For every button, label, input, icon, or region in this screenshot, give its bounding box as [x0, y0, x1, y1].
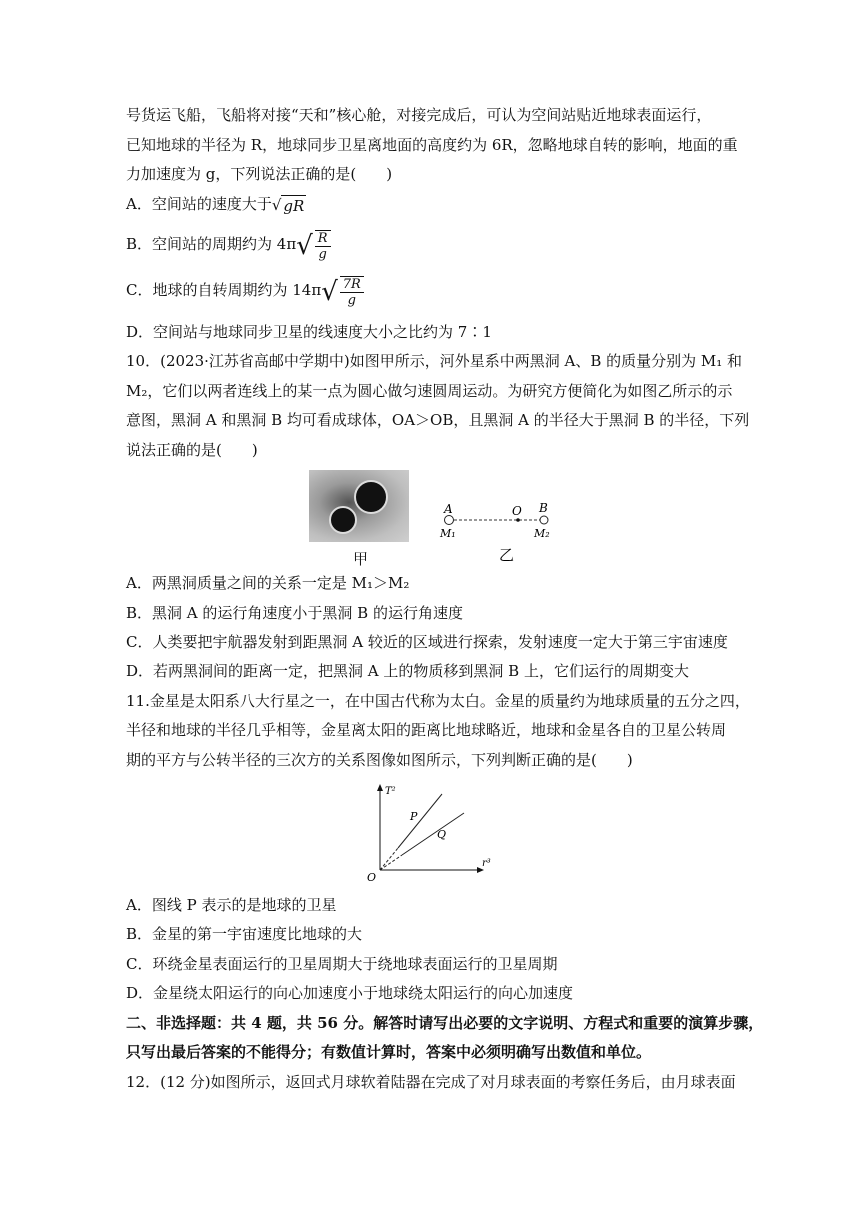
label-m1: M₁ — [440, 527, 456, 540]
q10-option-d: D．若两黑洞间的距离一定，把黑洞 A 上的物质移到黑洞 B 上，它们运行的周期变大 — [126, 662, 689, 680]
label-o: O — [512, 504, 522, 518]
line-q-label: Q — [437, 828, 447, 841]
q10-option-a: A．两黑洞质量之间的关系一定是 M₁＞M₂ — [126, 574, 410, 592]
fraction-numerator: 7R — [342, 276, 361, 292]
q10-stem-line-4: 说法正确的是( ) — [126, 441, 258, 459]
q10-stem-line-1: 10．(2023·江苏省高邮中学期中)如图甲所示，河外星系中两黑洞 A、B 的质量分别为 M₁ 和 — [126, 352, 743, 370]
q11-option-a: A．图线 P 表示的是地球的卫星 — [126, 896, 337, 914]
q9-option-d: D．空间站与地球同步卫星的线速度大小之比约为 7∶1 — [126, 323, 492, 341]
black-hole-b-image — [329, 506, 357, 534]
section-heading-line-1: 二、非选择题：共 4 题，共 56 分。解答时请写出必要的文字说明、方程式和重要的演算步骤， — [126, 1014, 764, 1032]
q9-stem-line-2: 已知地球的半径为 R，地球同步卫星离地面的高度约为 6R，忽略地球自转的影响，地面的重 — [126, 136, 738, 154]
fraction-denominator: g — [318, 246, 327, 262]
center-point-o — [516, 518, 520, 522]
y-axis-arrow-icon — [377, 784, 383, 791]
q11-option-b: B．金星的第一宇宙速度比地球的大 — [126, 925, 363, 943]
radicand: gR — [283, 196, 305, 215]
fraction-denominator: g — [347, 292, 356, 308]
fraction-numerator: R — [317, 230, 328, 246]
q10-stem-line-3: 意图，黑洞 A 和黑洞 B 均可看成球体，OA＞OB，且黑洞 A 的半径大于黑洞 B 的半径，下列 — [126, 411, 750, 429]
q10-option-c: C．人类要把宇航器发射到距黑洞 A 较近的区域进行探索，发射速度一定大于第三宇宙速度 — [126, 633, 728, 651]
line-p — [398, 794, 442, 848]
binary-schematic-diagram — [436, 498, 566, 568]
black-hole-b-circle — [540, 516, 548, 524]
t2-r3-graph — [362, 780, 502, 885]
y-axis-label: T² — [385, 786, 396, 797]
q11-stem-line-3: 期的平方与公转半径的三次方的关系图像如图所示，下列判断正确的是( ) — [126, 751, 633, 769]
sqrt-expression: √ $\frac{R}{g}$ — [296, 223, 330, 268]
q9-option-c — [126, 268, 746, 312]
q11-option-d: D．金星绕太阳运行的向心加速度小于地球绕太阳运行的向心加速度 — [126, 984, 574, 1002]
q9-option-b-text: B．空间站的周期约为 4π — [126, 235, 297, 253]
label-m2: M₂ — [534, 527, 550, 540]
label-a: A — [444, 502, 453, 516]
line-p-dashed — [380, 848, 398, 870]
origin-label: O — [367, 871, 377, 884]
q9-stem-line-3: 力加速度为 g，下列说法正确的是( ) — [126, 165, 393, 183]
section-heading-line-2: 只写出最后答案的不能得分；有数值计算时，答案中必须明确写出数值和单位。 — [126, 1043, 652, 1061]
sqrt-expression: √ gR — [271, 196, 305, 215]
q9-option-a — [126, 194, 746, 216]
q12-stem-line-1: 12．(12 分)如图所示，返回式月球软着陆器在完成了对月球表面的考察任务后，由月球表面 — [126, 1073, 736, 1091]
q9-option-a-text: A．空间站的速度大于 — [126, 195, 272, 213]
q9-stem-line-1: 号货运飞船，飞船将对接“天和”核心舱，对接完成后，可认为空间站贴近地球表面运行， — [126, 106, 712, 124]
q10-stem-line-2: M₂，它们以两者连线上的某一点为圆心做匀速圆周运动。为研究方便简化为如图乙所示的示 — [126, 382, 733, 400]
q10-option-b: B．黑洞 A 的运行角速度小于黑洞 B 的运行角速度 — [126, 604, 463, 622]
q11-stem-line-2: 半径和地球的半径几乎相等，金星离太阳的距离比地球略近，地球和金星各自的卫星公转周 — [126, 721, 727, 739]
label-b: B — [539, 501, 548, 515]
black-hole-photo — [309, 470, 409, 542]
black-hole-a-image — [354, 480, 388, 514]
figure-yi-caption: 乙 — [499, 546, 515, 564]
x-axis-label: r³ — [482, 858, 491, 869]
line-p-label: P — [410, 810, 418, 823]
q11-stem-line-1: 11.金星是太阳系八大行星之一，在中国古代称为太白。金星的质量约为地球质量的五分之四， — [126, 692, 750, 710]
q9-option-b — [126, 222, 746, 266]
sqrt-expression: √ $\frac{7R}{g}$ — [321, 269, 364, 314]
q9-option-c-text: C．地球的自转周期约为 14π — [126, 281, 322, 299]
black-hole-a-circle — [445, 516, 454, 525]
q11-option-c: C．环绕金星表面运行的卫星周期大于绕地球表面运行的卫星周期 — [126, 955, 558, 973]
figure-jia-caption: 甲 — [353, 550, 369, 568]
